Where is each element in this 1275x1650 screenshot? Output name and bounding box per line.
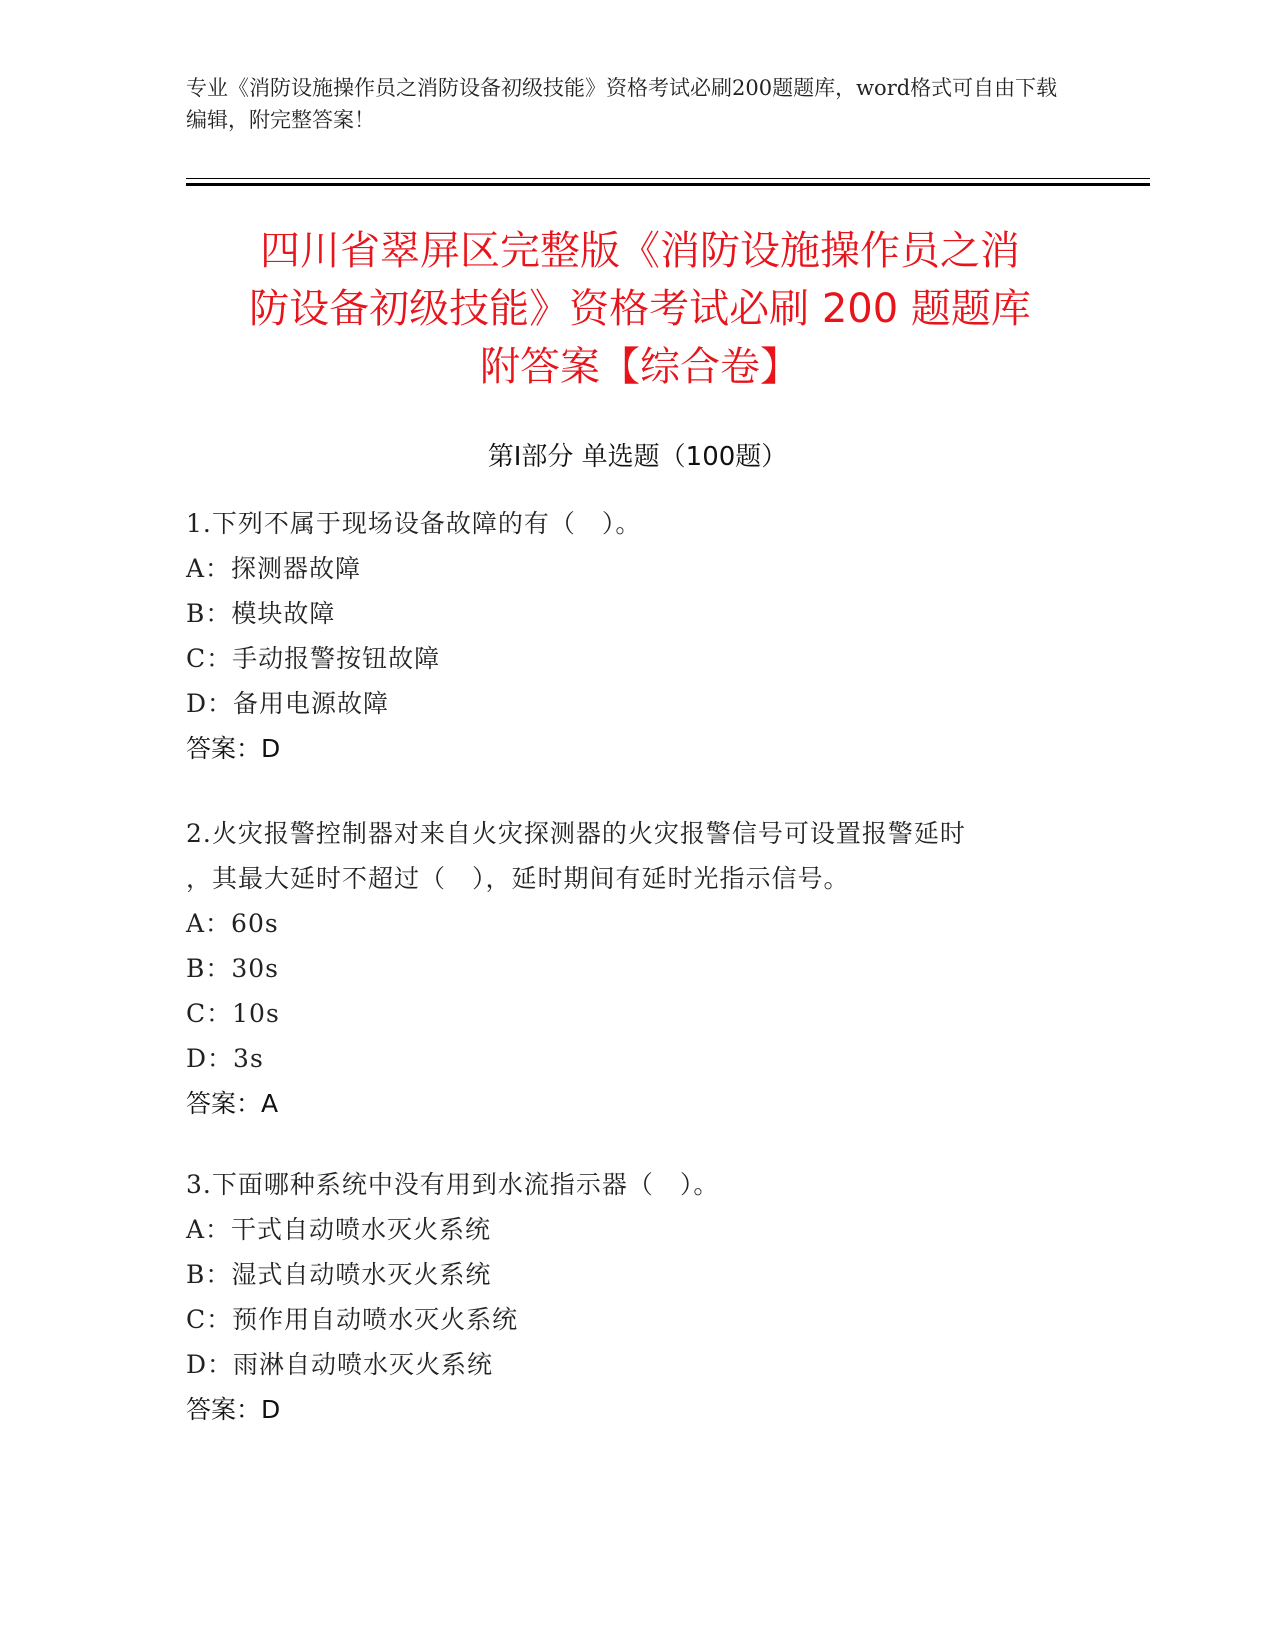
- question-2: [186, 811, 1086, 1126]
- option-d: D：备用电源故障: [186, 689, 390, 718]
- question-stem: 3.下面哪种系统中没有用到水流指示器（ ）。: [186, 1170, 720, 1199]
- answer: 答案：A: [186, 1089, 279, 1118]
- header-note: 专业《消防设施操作员之消防设备初级技能》资格考试必刷200题题库，word格式可自由下载编辑，附完整答案！: [186, 76, 1058, 132]
- header-divider-thin: [186, 178, 1150, 179]
- header-divider-thick: [186, 183, 1150, 186]
- title-line: 附答案【综合卷】: [480, 344, 800, 390]
- option-b: B：湿式自动喷水灭火系统: [186, 1260, 492, 1289]
- title-line: 四川省翠屏区完整版《消防设施操作员之消: [260, 228, 1020, 274]
- question-stem-continued: ，其最大延时不超过（ ），延时期间有延时光指示信号。: [186, 864, 850, 893]
- option-a: A：60s: [186, 909, 279, 938]
- question-stem: 2.火灾报警控制器对来自火灾探测器的火灾报警信号可设置报警延时: [186, 819, 966, 848]
- question-1: [186, 501, 1086, 771]
- option-c: C：手动报警按钮故障: [186, 644, 441, 673]
- section-title: 第Ⅰ部分 单选题（100题）: [487, 442, 788, 472]
- option-b: B：模块故障: [186, 599, 336, 628]
- option-c: C：预作用自动喷水灭火系统: [186, 1305, 519, 1334]
- document-title: [190, 222, 1090, 396]
- question-3: [186, 1162, 1086, 1432]
- option-d: D：雨淋自动喷水灭火系统: [186, 1350, 494, 1379]
- answer: 答案：D: [186, 734, 281, 763]
- option-c: C：10s: [186, 999, 280, 1028]
- option-d: D：3s: [186, 1044, 264, 1073]
- question-stem: 1.下列不属于现场设备故障的有（ ）。: [186, 509, 642, 538]
- option-a: A：干式自动喷水灭火系统: [186, 1215, 492, 1244]
- title-line: 防设备初级技能》资格考试必刷 200 题题库: [249, 286, 1031, 332]
- option-b: B：30s: [186, 954, 280, 983]
- option-a: A：探测器故障: [186, 554, 362, 583]
- answer: 答案：D: [186, 1395, 281, 1424]
